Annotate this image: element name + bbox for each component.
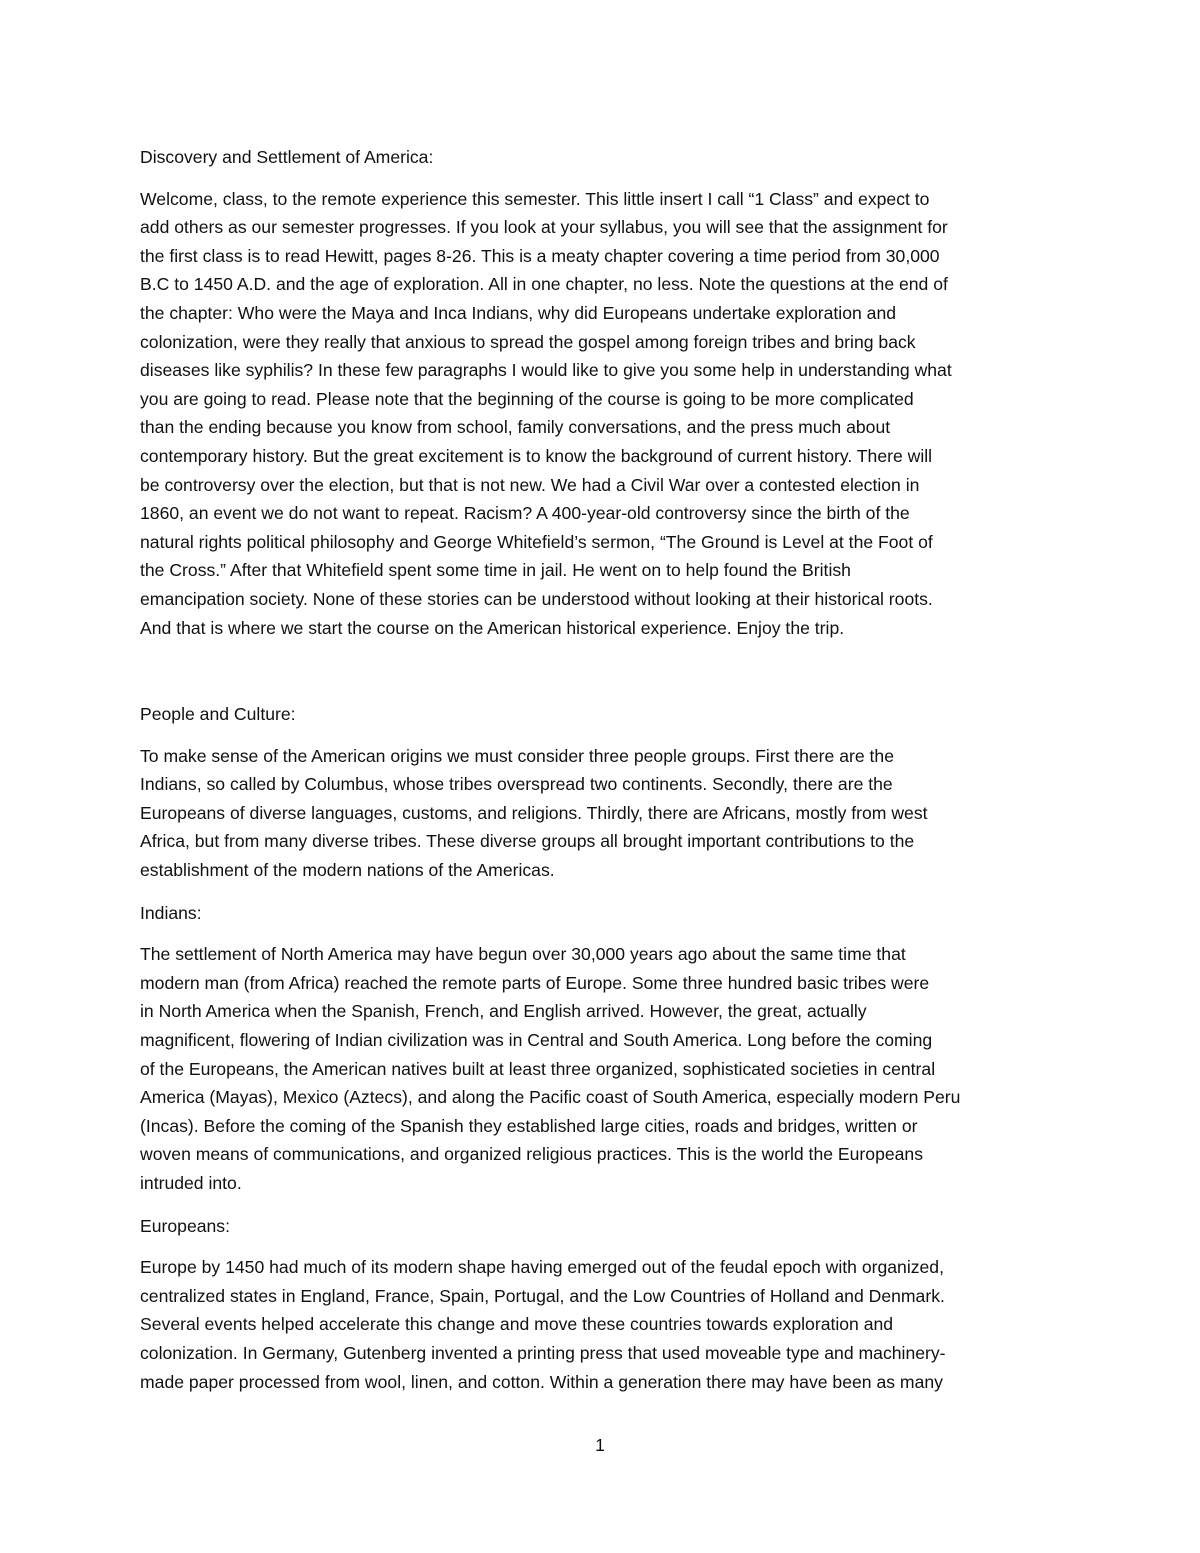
section-heading-europeans: Europeans:: [140, 1215, 230, 1236]
text-line: natural rights political philosophy and George Whitefield’s sermon, “The Ground is Level at the Foot of: [140, 531, 933, 552]
text-line: the chapter: Who were the Maya and Inca Indians, why did Europeans undertake exploration and: [140, 302, 897, 323]
text-line: intruded into.: [140, 1173, 242, 1193]
text-line: Indians, so called by Columbus, whose tribes overspread two continents. Secondly, there are the: [140, 774, 893, 795]
text-line: (Incas). Before the coming of the Spanish they established large cities, roads and bridges, written or: [140, 1115, 918, 1136]
text-line: America (Mayas), Mexico (Aztecs), and along the Pacific coast of South America, especially modern Peru: [140, 1087, 961, 1108]
text-line: woven means of communications, and organized religious practices. This is the world the Europeans: [140, 1144, 924, 1165]
text-line: made paper processed from wool, linen, and cotton. Within a generation there may have been as many: [140, 1371, 943, 1392]
section-heading-people-culture: People and Culture:: [140, 704, 296, 725]
section-heading-indians: Indians:: [140, 902, 202, 923]
text-line: be controversy over the election, but that is not new. We had a Civil War over a contested election in: [140, 474, 920, 495]
text-line: emancipation society. None of these stories can be understood without looking at their historical roots.: [140, 588, 933, 609]
text-line: centralized states in England, France, Spain, Portugal, and the Low Countries of Holland and Denmark.: [140, 1285, 945, 1306]
text-line: Welcome, class, to the remote experience this semester. This little insert I call “1 Class” and expect to: [140, 188, 930, 209]
paragraph-indians: [140, 940, 1062, 1197]
text-line: 1860, an event we do not want to repeat. Racism? A 400-year-old controversy since the birth of the: [140, 503, 910, 524]
text-line: contemporary history. But the great excitement is to know the background of current history. There will: [140, 445, 933, 466]
document-body: [140, 143, 1062, 1410]
text-line: of the Europeans, the American natives built at least three organized, sophisticated societies in central: [140, 1058, 936, 1079]
text-line: the Cross.” After that Whitefield spent some time in jail. He went on to help found the British: [140, 560, 851, 581]
text-line: And that is where we start the course on the American historical experience. Enjoy the trip.: [140, 617, 845, 638]
text-line: The settlement of North America may have begun over 30,000 years ago about the same time that: [140, 944, 906, 965]
section-heading-discovery: Discovery and Settlement of America:: [140, 147, 434, 167]
text-line: colonization, were they really that anxious to spread the gospel among foreign tribes and bring back: [140, 331, 916, 352]
text-line: Europe by 1450 had much of its modern shape having emerged out of the feudal epoch with organized,: [140, 1257, 944, 1278]
section-spacer: [140, 656, 1062, 700]
text-line: modern man (from Africa) reached the remote parts of Europe. Some three hundred basic tribes were: [140, 972, 930, 993]
text-line: add others as our semester progresses. If you look at your syllabus, you will see that the assignment for: [140, 217, 948, 238]
text-line: Europeans of diverse languages, customs, and religions. Thirdly, there are Africans, mostly from west: [140, 802, 928, 823]
page-number: 1: [595, 1435, 605, 1455]
text-line: magnificent, flowering of Indian civilization was in Central and South America. Long before the coming: [140, 1030, 933, 1051]
paragraph-discovery: [140, 185, 1062, 643]
paragraph-europeans: [140, 1253, 1062, 1396]
text-line: Several events helped accelerate this change and move these countries towards exploration and: [140, 1314, 894, 1335]
text-line: Africa, but from many diverse tribes. These diverse groups all brought important contributions to the: [140, 831, 915, 852]
text-line: diseases like syphilis? In these few paragraphs I would like to give you some help in understanding what: [140, 360, 952, 381]
text-line: you are going to read. Please note that the beginning of the course is going to be more complicated: [140, 388, 914, 409]
text-line: than the ending because you know from school, family conversations, and the press much about: [140, 417, 891, 438]
text-line: colonization. In Germany, Gutenberg invented a printing press that used moveable type and machinery-: [140, 1342, 946, 1363]
text-line: B.C to 1450 A.D. and the age of exploration. All in one chapter, no less. Note the questions at the end of: [140, 274, 948, 295]
text-line: To make sense of the American origins we must consider three people groups. First there are the: [140, 745, 894, 766]
text-line: the first class is to read Hewitt, pages 8-26. This is a meaty chapter covering a time period from 30,000: [140, 245, 940, 266]
text-line: establishment of the modern nations of the Americas.: [140, 860, 555, 881]
text-line: in North America when the Spanish, French, and English arrived. However, the great, actually: [140, 1001, 867, 1022]
paragraph-people-culture: [140, 742, 1062, 885]
